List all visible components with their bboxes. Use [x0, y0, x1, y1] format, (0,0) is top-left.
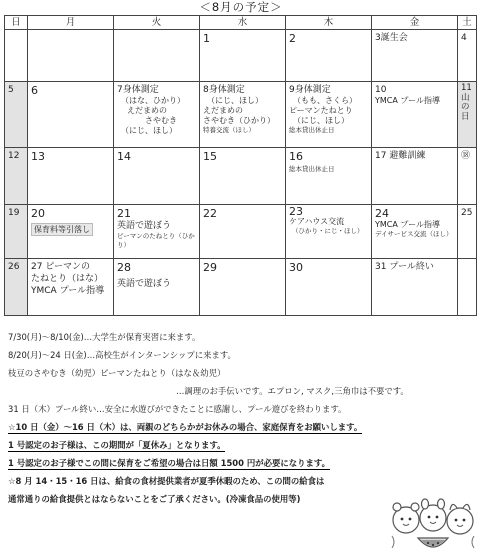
day-event: （にじ、ほし） — [207, 96, 263, 105]
weekday-header-row — [5, 16, 477, 30]
day-cell — [5, 30, 28, 82]
day-number: 21 — [117, 207, 131, 220]
note-line-important: 1 号認定のお子様は、この期間が「夏休み」となります。 — [8, 440, 226, 450]
note-line: 枝豆のさやむき（幼児）ピーマンたねとり（はな＆幼児） — [8, 368, 226, 378]
day-number: 23 — [289, 205, 303, 218]
note-line-important: ☆8 月 14・15・16 日は、給食の食材提供業者が夏季休暇のため、この間の給食は — [8, 476, 325, 486]
day-event: さやむき（ひかり） — [203, 116, 275, 125]
day-cell — [286, 148, 372, 205]
day-number: ⑱ — [461, 151, 471, 161]
day-cell — [372, 82, 458, 148]
day-cell — [372, 205, 458, 259]
day-cell — [458, 259, 477, 316]
day-number: 5 — [8, 85, 14, 95]
day-cell — [5, 148, 28, 205]
day-number: 26 — [8, 262, 20, 272]
day-cell — [114, 259, 200, 316]
day-event: 英語で遊ぼう — [117, 279, 172, 289]
day-cell — [28, 205, 114, 259]
day-event: （にじ、ほし） — [293, 116, 349, 125]
holiday-cell — [458, 82, 477, 148]
week-row — [5, 205, 477, 259]
holiday-label-char: の — [461, 102, 470, 112]
day-cell — [200, 259, 286, 316]
week-row — [5, 259, 477, 316]
day-cell — [28, 30, 114, 82]
day-event-inline: 27 ピーマンの — [31, 262, 90, 272]
day-number: 28 — [117, 261, 131, 274]
note-line: 31 日（木）プール終い…安全に水遊びができたことに感謝し、プール遊びを終わります。 — [8, 404, 347, 414]
day-cell — [114, 148, 200, 205]
day-cell — [28, 259, 114, 316]
day-event: （はな、ひかり） — [121, 96, 185, 105]
day-number: 20 — [31, 207, 45, 220]
note-line: …調理のお手伝いです。エプロン, マスク,三角巾は不要です。 — [176, 386, 409, 396]
day-event: デイサービス交流（ほし） — [375, 230, 453, 238]
day-number: 4 — [461, 33, 467, 43]
day-number: 19 — [8, 208, 20, 218]
day-number: 2 — [289, 32, 296, 45]
day-event-inline: 9身体測定 — [289, 85, 331, 95]
day-cell — [200, 205, 286, 259]
note-line-important: ☆10 日（金）～16 日（木）は、両親のどちらかがお休みの場合、家庭保育をお願いします。 — [8, 422, 363, 432]
day-event: YMCA プール指導 — [375, 220, 440, 229]
day-event-inline: 31 プール終い — [375, 262, 434, 272]
day-cell — [286, 259, 372, 316]
day-number: 14 — [117, 150, 131, 163]
day-event: ケアハウス交流 — [289, 217, 345, 226]
day-event-inline: 3誕生会 — [375, 33, 408, 43]
day-number: 25 — [461, 208, 473, 218]
day-event: 特養交流（ほし） — [203, 126, 255, 134]
note-line-important: 1 号認定のお子様でこの間に保育をご希望の場合は日額 1500 円が必要になります。 — [8, 458, 330, 468]
day-cell — [5, 259, 28, 316]
day-event: （にじ、ほし） — [121, 126, 177, 135]
note-line: 8/20(月)～24 日(金)…高校生がインターンシップに来ます。 — [8, 350, 236, 360]
day-cell — [5, 205, 28, 259]
day-number: 15 — [203, 150, 217, 163]
day-event-inline: 8身体測定 — [203, 85, 245, 95]
weekday-fri: 金 — [372, 16, 458, 30]
day-number: 12 — [8, 151, 20, 161]
day-event: ピーマンのたねとり（ひかり） — [117, 232, 195, 249]
day-cell — [28, 82, 114, 148]
day-cell — [200, 148, 286, 205]
week-row — [5, 82, 477, 148]
day-cell — [372, 148, 458, 205]
weekday-thu: 木 — [286, 16, 372, 30]
day-event: 英語で遊ぼう — [117, 221, 172, 231]
note-line-important: 通常通りの給食提供とはならないことをご了承ください。(冷凍食品の使用等) — [8, 494, 301, 504]
day-event: 総本貸出休止日 — [289, 126, 335, 134]
week-row — [5, 148, 477, 205]
day-cell — [200, 30, 286, 82]
day-event: YMCA プール指導 — [31, 286, 105, 296]
note-line: 7/30(月)～8/10(金)…大学生が保育実習に来ます。 — [8, 332, 201, 342]
day-number: 22 — [203, 207, 217, 220]
weekday-mon: 月 — [28, 16, 114, 30]
holiday-label-char: 山 — [461, 92, 470, 103]
day-number: 6 — [31, 84, 38, 97]
day-event: えだまめの — [203, 106, 243, 115]
day-number: 1 — [203, 32, 210, 45]
day-cell — [286, 82, 372, 148]
day-cell — [114, 205, 200, 259]
day-cell — [5, 82, 28, 148]
day-event: たねとり（はな） — [31, 274, 104, 284]
day-cell — [372, 259, 458, 316]
day-number: 11 — [461, 83, 472, 93]
day-cell — [458, 30, 477, 82]
week-row — [5, 30, 477, 82]
day-event: ピーマンたねとり — [289, 106, 353, 115]
calendar-table — [4, 15, 477, 316]
day-number: 13 — [31, 150, 45, 163]
holiday-label-char: 日 — [461, 111, 470, 122]
day-cell — [286, 205, 372, 259]
day-number: 10 — [375, 85, 387, 95]
day-cell — [458, 148, 477, 205]
day-cell — [28, 148, 114, 205]
weekday-sat: 土 — [458, 16, 477, 30]
day-event: YMCA プール指導 — [375, 96, 440, 105]
day-event: えだまめの — [127, 106, 167, 115]
day-event: さやむき — [145, 116, 177, 125]
weekday-sun: 日 — [5, 16, 28, 30]
notes-section — [8, 331, 476, 511]
day-event-boxed: 保育料等引落し — [31, 223, 93, 236]
day-event: （もも、さくら） — [293, 96, 357, 105]
day-event-inline: 7身体測定 — [117, 85, 159, 95]
day-cell — [200, 82, 286, 148]
day-number: 30 — [289, 261, 303, 274]
day-cell — [114, 30, 200, 82]
weekday-tue: 火 — [114, 16, 200, 30]
day-number: 29 — [203, 261, 217, 274]
day-number: 24 — [375, 207, 389, 220]
day-cell — [372, 30, 458, 82]
page-title: ＜8月の予定＞ — [199, 0, 283, 14]
day-cell — [114, 82, 200, 148]
day-cell — [458, 205, 477, 259]
day-event: （ひかり・にじ・ほし） — [292, 227, 364, 235]
day-cell — [286, 30, 372, 82]
weekday-wed: 水 — [200, 16, 286, 30]
day-event: 総本貸出休止日 — [289, 165, 335, 173]
day-number: 16 — [289, 150, 303, 163]
day-event-inline: 17 避難訓練 — [375, 151, 426, 161]
animal-characters-illustration — [388, 496, 478, 552]
